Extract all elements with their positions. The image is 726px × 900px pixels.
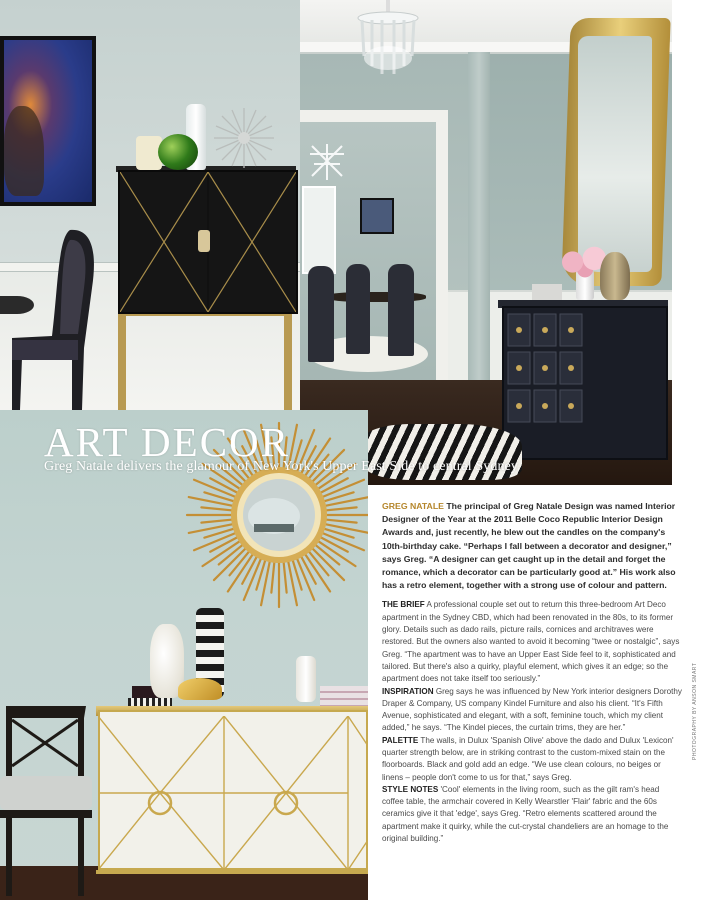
buddha-head-sculpture xyxy=(600,252,630,300)
painting-figure xyxy=(4,106,44,196)
dining-chair xyxy=(346,264,370,354)
pink-books xyxy=(320,686,368,706)
crystal-chandelier xyxy=(342,0,434,86)
photo-sideboard-sunburst xyxy=(0,410,368,900)
designer-byline: GREG NATALE xyxy=(382,501,444,511)
sideboard-plinth xyxy=(96,870,368,874)
section-heading: PALETTE xyxy=(382,735,419,745)
intro-paragraph xyxy=(382,500,682,592)
mirror-ray xyxy=(288,558,297,605)
green-glass-orb xyxy=(158,134,198,170)
gold-shell-sculpture xyxy=(178,678,222,700)
dining-chair xyxy=(388,264,414,356)
intro-text: The principal of Greg Natale Design was named Interior Designer of the Year at the 2011 Belle Coco Republic Interior Design Awards and, just recently, he blew out the candles on the company's 10th-birthday cake. “Perhaps I fall between a decorator and designer,” says Greg. “A designer can get caught up in the detail and forget the romance, which a decorator can be particularly good at.” His work also has a retro element, together with a strong use of colour and pattern. xyxy=(382,501,676,591)
cabinet-leg-left xyxy=(118,310,126,410)
mirror-ray xyxy=(189,497,236,506)
mirror-ray xyxy=(201,507,235,510)
small-chandelier xyxy=(304,140,350,184)
section-heading: STYLE NOTES xyxy=(382,784,439,794)
mirror-glass xyxy=(578,36,652,272)
decor-box xyxy=(532,284,562,300)
photo-dining-cabinet xyxy=(0,0,300,410)
section-text: Greg says he was influenced by New York interior designers Dorothy Draper & Company, US company Kindel Furniture and also his client. “It's Fifth Avenue, sophisticated and elegant, with a soft, feminine touch, which my client added,” he says. “The Kindel pieces, the curtain trims, they are her.” xyxy=(382,686,682,733)
white-cylinder-vase xyxy=(296,656,316,702)
mirror-ray xyxy=(283,559,286,593)
section-text: A professional couple set out to return this three-bedroom Art Deco apartment in the Sydney CBD, which had been renovated in the 80s, to its former glory. Details such as dado rails, picture rails, cornices and architraves were restored. But the owners also wanted to avoid it becoming “twee or nostalgic”, says Greg. “The apartment was to have an Upper East Side feel to it, sophisticated and tailored. But there's also a quirky, playful element, which gives it an edge; so the apartment does not take itself too seriously.” xyxy=(382,600,680,684)
cabinet-handle xyxy=(198,230,210,252)
section-text: The walls, in Dulux 'Spanish Olive' above the dado and Dulux 'Lexicon' quarter strength below, are in striking contrast to the custom-mixed stain on the floorboards. Black and gold add an edge. “We use clean colours, no beiges or linens – people don't come to us for that,” says Greg. xyxy=(382,735,674,782)
article-subtitle: Greg Natale delivers the glamour of New York's Upper East Side to central Sydney. xyxy=(44,459,521,474)
section-brief xyxy=(382,599,682,685)
abstract-painting xyxy=(0,36,96,206)
mirror-ray xyxy=(323,519,357,522)
striped-box xyxy=(128,698,172,706)
mirror-ray xyxy=(201,519,235,522)
mirror-ray xyxy=(322,524,368,533)
section-inspiration xyxy=(382,686,682,735)
mirror-ray xyxy=(261,558,270,605)
section-heading: THE BRIEF xyxy=(382,600,425,610)
mirror-ray xyxy=(322,497,368,506)
photo-credit: PHOTOGRAPHY BY ANSON SMART xyxy=(692,662,698,760)
mirror-ray xyxy=(189,524,236,533)
silver-sunburst-sculpture xyxy=(212,106,276,170)
black-chest-of-drawers xyxy=(502,306,668,460)
mirror-ray xyxy=(271,559,274,593)
mirror-ray xyxy=(323,507,357,510)
black-armchair xyxy=(0,706,96,896)
dining-chair xyxy=(12,228,98,410)
sideboard-lattice xyxy=(98,716,368,870)
pilaster xyxy=(468,52,490,382)
article-title: ART DECOR xyxy=(44,419,291,465)
section-style-notes xyxy=(382,784,682,845)
section-heading: INSPIRATION xyxy=(382,686,434,696)
cabinet-leg-right xyxy=(284,310,292,410)
section-palette xyxy=(382,735,682,784)
dining-chair xyxy=(308,266,334,362)
article-body xyxy=(382,500,682,845)
section-text: 'Cool' elements in the living room, such as the gilt ram's head coffee table, the armchair covered in Kelly Wearstler 'Flair' fabric and the 60s ceramics give it that 'edge', says Greg. “Retro elements scattered around the apartment make it quirky, while the cut-crystal chandeliers are an homage to the original building.” xyxy=(382,784,669,844)
